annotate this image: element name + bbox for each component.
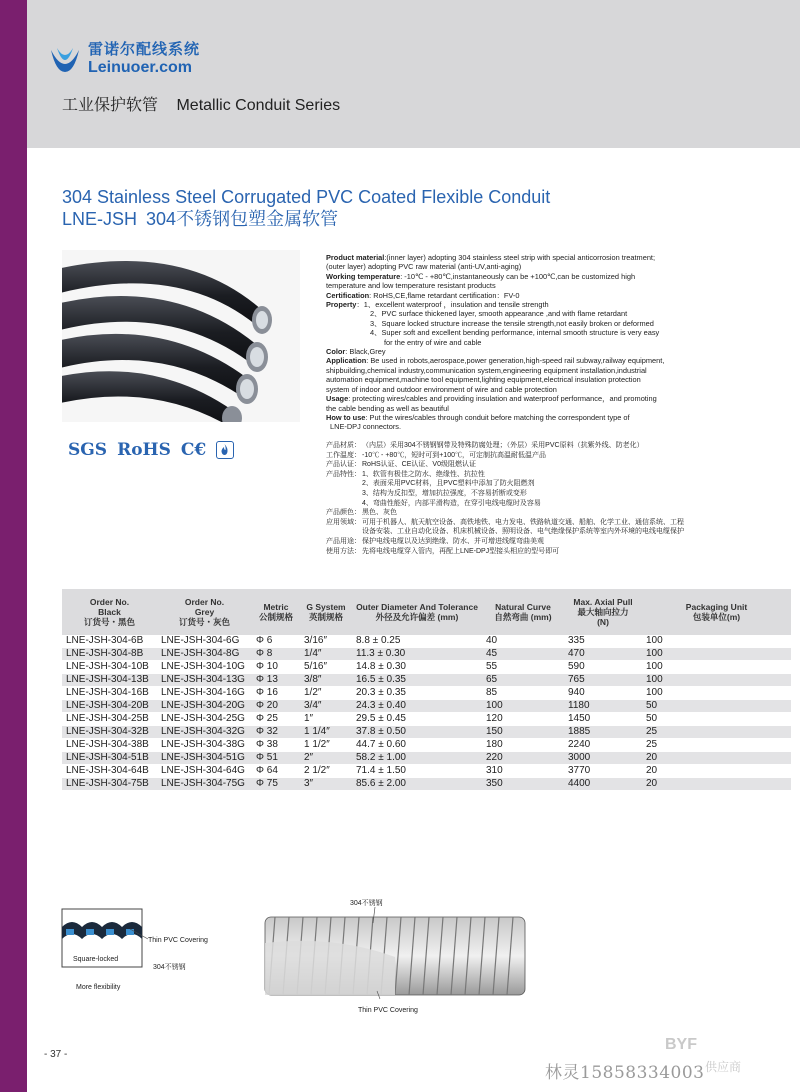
table-cell: 40 bbox=[482, 635, 564, 648]
table-cell: LNE-JSH-304-25B bbox=[62, 713, 157, 726]
header-cell: G System 英制规格 bbox=[300, 589, 352, 635]
cert-label-cn: 产品认证： bbox=[326, 461, 361, 469]
table-cell: 2 1/2″ bbox=[300, 765, 352, 778]
table-cell: 25 bbox=[642, 726, 791, 739]
table-cell: 100 bbox=[642, 661, 791, 674]
table-cell: 45 bbox=[482, 648, 564, 661]
table-cell: 1450 bbox=[564, 713, 642, 726]
flame-retardant-icon bbox=[216, 441, 234, 459]
property-4b: for the entry of wire and cable bbox=[384, 337, 482, 347]
table-cell: 1/2″ bbox=[300, 687, 352, 700]
howto-text-2: LNE-DPJ connectors. bbox=[330, 422, 402, 432]
table-cell: LNE-JSH-304-13B bbox=[62, 674, 157, 687]
table-cell: 29.5 ± 0.45 bbox=[352, 713, 482, 726]
table-cell: Φ 20 bbox=[252, 700, 300, 713]
table-cell: LNE-JSH-304-51B bbox=[62, 752, 157, 765]
table-cell: 100 bbox=[642, 674, 791, 687]
label-steel-304-top: 304不锈钢 bbox=[350, 900, 383, 907]
table-cell: 20 bbox=[642, 778, 791, 791]
certification-logos bbox=[68, 440, 234, 460]
table-cell: Φ 64 bbox=[252, 765, 300, 778]
specs-english bbox=[326, 253, 730, 432]
table-cell: 5/16″ bbox=[300, 661, 352, 674]
temp-text: : -10℃ - +80℃,instantaneously can be +100℃,can be customized high bbox=[400, 271, 636, 281]
table-cell: 150 bbox=[482, 726, 564, 739]
specs-chinese bbox=[326, 441, 736, 556]
series-title bbox=[62, 92, 354, 115]
table-row bbox=[62, 739, 791, 752]
table-cell: 100 bbox=[642, 648, 791, 661]
table-cell: Φ 10 bbox=[252, 661, 300, 674]
howto-text-cn: 先将电线电缆穿入管内，再配上LNE-DPJ型接头相应的型号即可 bbox=[362, 547, 560, 555]
conduit-structure-diagram bbox=[255, 895, 545, 1020]
property-4-cn: 4、弯曲性能好，内部平滑构造，在穿引电线电缆时及容易 bbox=[362, 499, 541, 507]
page-number: - 37 - bbox=[44, 1049, 68, 1060]
site-watermark-text: 供应商 bbox=[705, 1060, 742, 1074]
label-thin-pvc-bottom: Thin PVC Covering bbox=[358, 1007, 418, 1014]
table-cell: Φ 16 bbox=[252, 687, 300, 700]
table-cell: LNE-JSH-304-16G bbox=[157, 687, 252, 700]
table-cell: 20 bbox=[642, 765, 791, 778]
table-cell: LNE-JSH-304-6G bbox=[157, 635, 252, 648]
header-cell: Outer Diameter And Tolerance 外径及允许偏差 (mm) bbox=[352, 589, 482, 635]
table-cell: LNE-JSH-304-13G bbox=[157, 674, 252, 687]
table-cell: 37.8 ± 0.50 bbox=[352, 726, 482, 739]
table-cell: 85 bbox=[482, 687, 564, 700]
application-text-4: system of indoor and outdoor environment of wire and cable protection bbox=[326, 384, 557, 394]
application-label: Application bbox=[326, 356, 367, 366]
table-cell: 1 1/2″ bbox=[300, 739, 352, 752]
material-text: :(inner layer) adopting 304 stainless steel strip with special anticorrosion treatment; bbox=[384, 253, 656, 262]
usage-label-cn: 产品用途： bbox=[326, 537, 361, 545]
table-cell: 8.8 ± 0.25 bbox=[352, 635, 482, 648]
table-row bbox=[62, 687, 791, 700]
table-cell: 20.3 ± 0.35 bbox=[352, 687, 482, 700]
table-cell: LNE-JSH-304-10B bbox=[62, 661, 157, 674]
table-cell: Φ 32 bbox=[252, 726, 300, 739]
product-photo bbox=[62, 250, 300, 422]
table-cell: 58.2 ± 1.00 bbox=[352, 752, 482, 765]
table-row bbox=[62, 713, 791, 726]
table-cell: 50 bbox=[642, 713, 791, 726]
table-cell: Φ 13 bbox=[252, 674, 300, 687]
table-cell: 590 bbox=[564, 661, 642, 674]
table-cell: LNE-JSH-304-10G bbox=[157, 661, 252, 674]
table-cell: 3/16″ bbox=[300, 635, 352, 648]
series-title-en: Metallic Conduit Series bbox=[176, 97, 341, 114]
color-label: Color bbox=[326, 347, 346, 357]
table-cell: 11.3 ± 0.30 bbox=[352, 648, 482, 661]
label-steel-304: 304不锈钢 bbox=[153, 964, 186, 971]
table-cell: LNE-JSH-304-8B bbox=[62, 648, 157, 661]
table-cell: Φ 38 bbox=[252, 739, 300, 752]
left-accent-bar bbox=[0, 0, 27, 1092]
usage-text-cn: 保护电线电缆以及达到绝缘、防水、并可增进线缆弯曲美观 bbox=[362, 537, 544, 545]
application-label-cn: 应用领域： bbox=[326, 518, 361, 526]
table-cell: LNE-JSH-304-8G bbox=[157, 648, 252, 661]
table-cell: Φ 8 bbox=[252, 648, 300, 661]
header-cell: Natural Curve 自然弯曲 (mm) bbox=[482, 589, 564, 635]
material-text-cn: （内层）采用304不锈钢钢带及特殊防腐处理；（外层）采用PVC原料（抗紫外线、防老化） bbox=[362, 442, 644, 449]
application-text-cn: 可用于机器人、航天航空设备、高铁地铁、电力发电、铁路轨道交通、船舶、化学工业、通信系统、工程 bbox=[362, 518, 684, 526]
table-row bbox=[62, 752, 791, 765]
brand-name-cn: 雷诺尔配线系统 bbox=[88, 41, 201, 58]
table-row bbox=[62, 635, 791, 648]
usage-label: Usage bbox=[326, 394, 349, 404]
application-text-3: automation equipment,machine tool equipment,lighting equipment,electrical insulation protection bbox=[326, 375, 641, 385]
table-row bbox=[62, 661, 791, 674]
table-cell: 16.5 ± 0.35 bbox=[352, 674, 482, 687]
table-cell: 1 1/4″ bbox=[300, 726, 352, 739]
howto-label: How to use bbox=[326, 412, 366, 422]
property-4: 4、Super soft and excellent bending performance, internal smooth structure is very easy bbox=[370, 328, 660, 338]
cross-section-diagram bbox=[60, 905, 225, 995]
table-cell: LNE-JSH-304-32B bbox=[62, 726, 157, 739]
header-cell: Packaging Unit 包装单位(m) bbox=[642, 589, 791, 635]
table-cell: 120 bbox=[482, 713, 564, 726]
table-cell: 310 bbox=[482, 765, 564, 778]
table-cell: 100 bbox=[642, 635, 791, 648]
application-text: : Be used in robots,aerospace,power generation,high-speed rail subway,railway equipment, bbox=[366, 356, 665, 366]
table-cell: 470 bbox=[564, 648, 642, 661]
table-cell: 3/4″ bbox=[300, 700, 352, 713]
table-row bbox=[62, 778, 791, 791]
table-cell: 50 bbox=[642, 700, 791, 713]
material-label-cn: 产品材质： bbox=[326, 442, 361, 449]
table-cell: LNE-JSH-304-20B bbox=[62, 700, 157, 713]
table-row bbox=[62, 765, 791, 778]
table-cell: 71.4 ± 1.50 bbox=[352, 765, 482, 778]
label-more-flexibility: More flexibility bbox=[76, 984, 121, 991]
table-cell: 4400 bbox=[564, 778, 642, 791]
table-cell: 85.6 ± 2.00 bbox=[352, 778, 482, 791]
temp-label-cn: 工作温度： bbox=[326, 451, 361, 459]
table-cell: 180 bbox=[482, 739, 564, 752]
product-code: LNE-JSH bbox=[62, 209, 138, 229]
table-cell: 25 bbox=[642, 739, 791, 752]
header-cell: Metric 公制规格 bbox=[252, 589, 300, 635]
cert-text: : RoHS,CE,flame retardant certification：FV-0 bbox=[369, 290, 520, 300]
table-cell: 14.8 ± 0.30 bbox=[352, 661, 482, 674]
table-row bbox=[62, 674, 791, 687]
property-3-cn: 3、结构为反扣型，增加抗拉强度，不容易折断或变形 bbox=[362, 489, 527, 497]
table-cell: 350 bbox=[482, 778, 564, 791]
property-1: ：1、excellent waterproof ，insulation and tensile strength bbox=[356, 300, 549, 310]
table-cell: LNE-JSH-304-64G bbox=[157, 765, 252, 778]
usage-text: : protecting wires/cables and providing insulation and waterproof performance，and promoting bbox=[348, 394, 657, 404]
application-text-2-cn: 设备安装、工业自动化设备、机床机械设备、照明设备、电气绝缘保护系统等室内外环境的电线电缆保护 bbox=[362, 528, 684, 536]
series-title-cn: 工业保护软管 bbox=[62, 97, 159, 114]
contact-watermark: 林灵15858334003 bbox=[545, 1063, 705, 1083]
table-cell: LNE-JSH-304-16B bbox=[62, 687, 157, 700]
howto-label-cn: 使用方法： bbox=[326, 547, 361, 555]
cert-label: Certification bbox=[326, 290, 370, 300]
material-label: Product material bbox=[326, 253, 385, 262]
temp-label: Working temperature bbox=[326, 271, 401, 281]
table-cell: 335 bbox=[564, 635, 642, 648]
brand-name-en: Leinuoer.com bbox=[88, 59, 193, 76]
material-text-2: (outer layer) adopting PVC raw material (anti-UV,anti-aging) bbox=[326, 262, 522, 272]
table-cell: LNE-JSH-304-25G bbox=[157, 713, 252, 726]
table-cell: 2240 bbox=[564, 739, 642, 752]
property-3: 3、Square locked structure increase the tensile strength,not easily broken or deformed bbox=[370, 318, 654, 328]
table-cell: 3″ bbox=[300, 778, 352, 791]
header-cell: Order No. Grey 订货号・灰色 bbox=[157, 589, 252, 635]
property-2-cn: 2、表面采用PVC材料，且PVC塑料中添加了防火阻燃剂 bbox=[362, 480, 535, 488]
spec-table bbox=[62, 589, 791, 791]
label-thin-pvc: Thin PVC Covering bbox=[148, 937, 208, 944]
table-row bbox=[62, 700, 791, 713]
table-cell: 100 bbox=[642, 687, 791, 700]
table-cell: LNE-JSH-304-64B bbox=[62, 765, 157, 778]
howto-text: : Put the wires/cables through conduit before matching the correspondent type of bbox=[365, 412, 630, 422]
table-cell: Φ 75 bbox=[252, 778, 300, 791]
table-cell: LNE-JSH-304-75B bbox=[62, 778, 157, 791]
table-cell: LNE-JSH-304-20G bbox=[157, 700, 252, 713]
table-cell: 3000 bbox=[564, 752, 642, 765]
table-cell: 55 bbox=[482, 661, 564, 674]
table-cell: 65 bbox=[482, 674, 564, 687]
ce-logo: C€ bbox=[180, 440, 207, 460]
table-cell: Φ 25 bbox=[252, 713, 300, 726]
product-title bbox=[62, 186, 550, 230]
application-text-2: shipbuilding,chemical industry,communication system,engineering equipment installation,industrial bbox=[326, 365, 647, 375]
temp-text-2: temperature and low temperature resistant products bbox=[326, 281, 496, 291]
color-label-cn: 产品颜色： bbox=[326, 509, 361, 517]
table-cell: 24.3 ± 0.40 bbox=[352, 700, 482, 713]
color-text-cn: 黑色、灰色 bbox=[362, 509, 397, 517]
property-label: Property bbox=[326, 300, 357, 310]
table-cell: LNE-JSH-304-38G bbox=[157, 739, 252, 752]
table-cell: LNE-JSH-304-75G bbox=[157, 778, 252, 791]
table-cell: LNE-JSH-304-51G bbox=[157, 752, 252, 765]
usage-text-2: the cable bending as well as beautiful bbox=[326, 403, 449, 413]
table-cell: LNE-JSH-304-6B bbox=[62, 635, 157, 648]
product-title-cn: 304不锈钢包塑金属软管 bbox=[146, 209, 339, 229]
product-title-en: 304 Stainless Steel Corrugated PVC Coated Flexible Conduit bbox=[62, 187, 551, 207]
table-cell: Φ 51 bbox=[252, 752, 300, 765]
logo-mark-icon bbox=[48, 42, 82, 76]
table-cell: 765 bbox=[564, 674, 642, 687]
table-row bbox=[62, 648, 791, 661]
table-cell: 1885 bbox=[564, 726, 642, 739]
table-cell: 100 bbox=[482, 700, 564, 713]
table-header-row bbox=[62, 589, 791, 635]
table-cell: 3770 bbox=[564, 765, 642, 778]
table-cell: 1″ bbox=[300, 713, 352, 726]
color-text: : Black,Grey bbox=[345, 347, 386, 357]
table-cell: 220 bbox=[482, 752, 564, 765]
table-cell: LNE-JSH-304-38B bbox=[62, 739, 157, 752]
table-cell: 1180 bbox=[564, 700, 642, 713]
table-cell: 20 bbox=[642, 752, 791, 765]
label-square-locked: Square-locked bbox=[73, 956, 119, 963]
table-cell: 3/8″ bbox=[300, 674, 352, 687]
table-cell: Φ 6 bbox=[252, 635, 300, 648]
table-cell: 940 bbox=[564, 687, 642, 700]
table-cell: LNE-JSH-304-32G bbox=[157, 726, 252, 739]
table-cell: 44.7 ± 0.60 bbox=[352, 739, 482, 752]
table-cell: 1/4″ bbox=[300, 648, 352, 661]
table-row bbox=[62, 726, 791, 739]
table-cell: 2″ bbox=[300, 752, 352, 765]
property-label-cn: 产品特性： bbox=[326, 470, 361, 478]
rohs-logo: RoHS bbox=[117, 440, 171, 460]
property-1-cn: 1、软管有极佳之防水、绝缘性、抗拉性 bbox=[362, 470, 485, 478]
sgs-logo: SGS bbox=[68, 440, 108, 460]
header-cell: Max. Axial Pull 最大轴向拉力 (N) bbox=[564, 589, 642, 635]
brand-logo bbox=[48, 42, 200, 76]
temp-text-cn: -10℃ - +80℃，短时可到+100℃，可定制抗高温耐低温产品 bbox=[362, 451, 546, 459]
site-watermark-mark: BYF bbox=[665, 1036, 697, 1053]
header-cell: Order No. Black 订货号・黑色 bbox=[62, 589, 157, 635]
cert-text-cn: RoHS认证、CE认证、V0级阻燃认证 bbox=[362, 461, 476, 469]
property-2: 2、PVC surface thickened layer, smooth appearance ,and with flame retardant bbox=[370, 309, 628, 319]
